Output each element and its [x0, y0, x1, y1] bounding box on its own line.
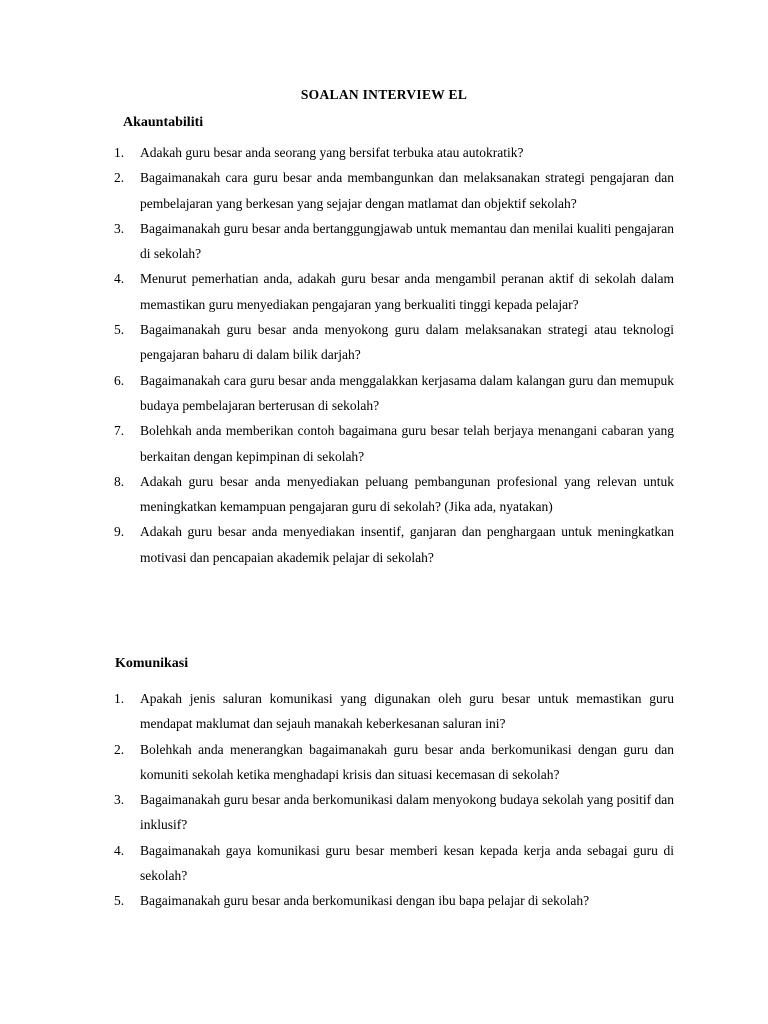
- question-text: Bagaimanakah guru besar anda menyokong guru dalam melaksanakan strategi atau teknologi pengajaran baharu di dalam bilik darjah?: [140, 322, 674, 363]
- question-number: 1.: [114, 145, 125, 160]
- question-text: Adakah guru besar anda menyediakan peluang pembangunan profesional yang relevan untuk meningkatkan kemampuan pengajaran guru di sekolah? (Jika ada, nyatakan): [140, 473, 674, 515]
- question-item: [114, 469, 674, 520]
- question-item: [114, 787, 674, 838]
- question-list-akauntabiliti: [114, 140, 674, 570]
- question-number: 2.: [114, 741, 125, 757]
- question-number: 3.: [114, 220, 125, 236]
- question-item: [114, 686, 674, 737]
- question-item: [114, 165, 674, 216]
- question-item: [114, 737, 674, 788]
- question-number: 6.: [114, 372, 125, 388]
- question-item: [114, 838, 674, 889]
- question-text: Adakah guru besar anda menyediakan insentif, ganjaran dan penghargaan untuk meningkatkan motivasi dan pencapaian akademik pelajar di sekolah?: [140, 524, 674, 565]
- question-text: Bolehkah anda menerangkan bagaimanakah guru besar anda berkomunikasi dengan guru dan komuniti sekolah ketika menghadapi krisis dan situasi kecemasan di sekolah?: [140, 741, 674, 782]
- question-number: 5.: [114, 322, 125, 338]
- question-text: Apakah jenis saluran komunikasi yang digunakan oleh guru besar untuk memastikan guru mendapat maklumat dan sejauh manakah keberkesanan saluran ini?: [140, 691, 674, 732]
- question-text: Bagaimanakah gaya komunikasi guru besar memberi kesan kepada kerja anda sebagai guru di sekolah?: [140, 842, 674, 884]
- question-item: [114, 519, 674, 570]
- question-text: Bagaimanakah cara guru besar anda menggalakkan kerjasama dalam kalangan guru dan memupuk budaya pembelajaran berterusan di sekolah?: [140, 372, 674, 413]
- question-text: Bagaimanakah guru besar anda bertanggungjawab untuk memantau dan menilai kualiti pengajaran di sekolah?: [140, 220, 674, 262]
- question-text: Bagaimanakah guru besar anda berkomunikasi dengan ibu bapa pelajar di sekolah?: [140, 893, 590, 909]
- section-heading-komunikasi: Komunikasi: [115, 656, 189, 671]
- question-number: 4.: [114, 271, 125, 287]
- question-item: [114, 368, 674, 419]
- section-heading-akauntabiliti: Akauntabiliti: [123, 115, 204, 130]
- question-text: Bolehkah anda memberikan contoh bagaimana guru besar telah berjaya menangani cabaran yang berkaitan dengan kepimpinan di sekolah?: [140, 423, 674, 464]
- question-item: [114, 216, 674, 267]
- question-text: Bagaimanakah guru besar anda berkomunikasi dalam menyokong budaya sekolah yang positif dan inklusif?: [140, 792, 674, 833]
- question-item: [114, 266, 674, 317]
- question-list-komunikasi: [114, 686, 674, 914]
- question-number: 1.: [114, 691, 125, 706]
- document-title: SOALAN INTERVIEW EL: [300, 87, 468, 102]
- question-text: Bagaimanakah cara guru besar anda membangunkan dan melaksanakan strategi pengajaran dan pembelajaran yang berkesan yang sejajar dengan matlamat dan objektif sekolah?: [140, 170, 674, 211]
- question-text: Adakah guru besar anda seorang yang bersifat terbuka atau autokratik?: [140, 145, 524, 160]
- question-number: 7.: [114, 423, 125, 439]
- question-number: 3.: [114, 792, 125, 808]
- question-number: 8.: [114, 473, 125, 489]
- question-number: 2.: [114, 170, 125, 186]
- question-item: [114, 317, 674, 368]
- question-text: Menurut pemerhatian anda, adakah guru besar anda mengambil peranan aktif di sekolah dalam memastikan guru menyediakan pengajaran yang berkualiti tinggi kepada pelajar?: [140, 271, 674, 312]
- question-number: 4.: [114, 842, 125, 858]
- question-item: [114, 140, 674, 165]
- question-item: [114, 888, 674, 913]
- question-item: [114, 418, 674, 469]
- question-number: 9.: [114, 524, 125, 540]
- question-number: 5.: [114, 893, 125, 909]
